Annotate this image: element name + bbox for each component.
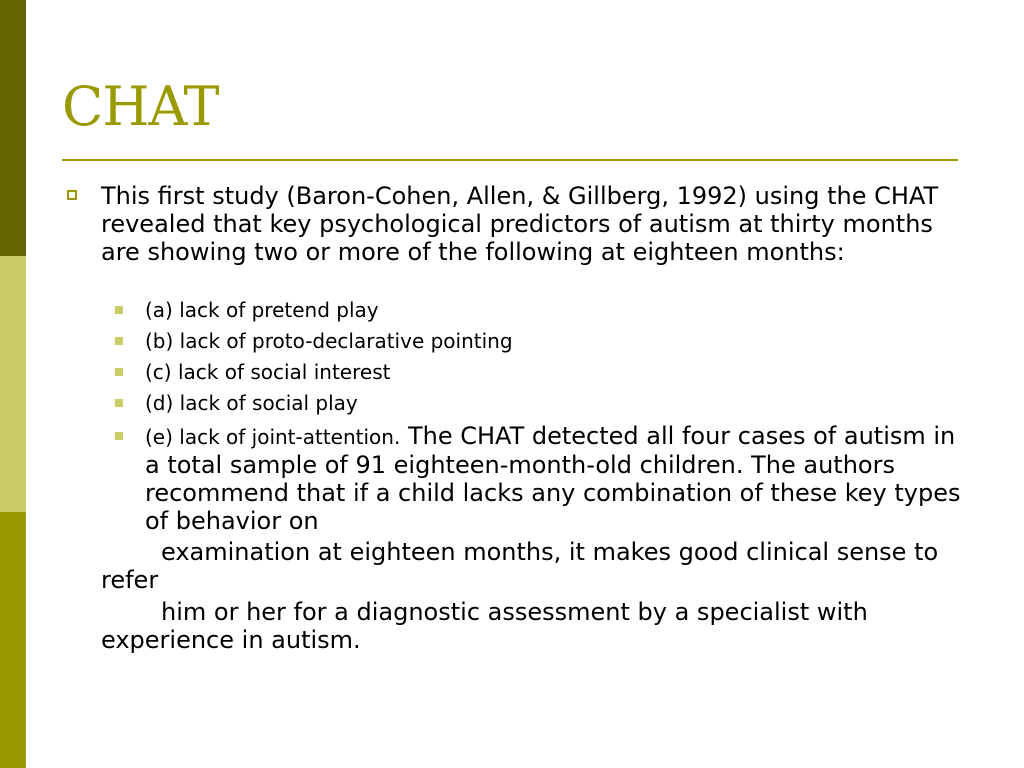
list-item: (c) lack of social interest [145,360,391,384]
square-bullet-icon [115,337,123,345]
list-item: (d) lack of social play [145,391,358,415]
continuation-paragraph [101,598,971,654]
paragraph-text: examination at eighteen months, it makes good clinical sense to refer [101,538,939,594]
paragraph-text: him or her for a diagnostic assessment by a specialist with experience in autism. [101,598,868,654]
list-item: (a) lack of pretend play [145,298,379,322]
hollow-square-bullet-icon [67,190,77,200]
square-bullet-icon [115,368,123,376]
study-findings-text: The CHAT detected all four cases of autism in a total sample of 91 eighteen-month-old children. The authors recommend that if a child lacks any combination of these key types of behavior on [145,422,961,535]
intro-bullet-text: This first study (Baron-Cohen, Allen, & Gillberg, 1992) using the CHAT revealed that key psychological predictors of autism at thirty months are showing two or more of the following at eighteen months: [101,182,939,266]
square-bullet-icon [115,432,123,440]
continuation-paragraph [101,538,971,594]
list-item: (b) lack of proto-declarative pointing [145,329,513,353]
square-bullet-icon [115,306,123,314]
slide-title: CHAT [62,75,219,138]
list-item-label: (e) lack of joint-attention. [145,425,401,449]
list-item-with-summary [145,422,975,535]
square-bullet-icon [115,399,123,407]
